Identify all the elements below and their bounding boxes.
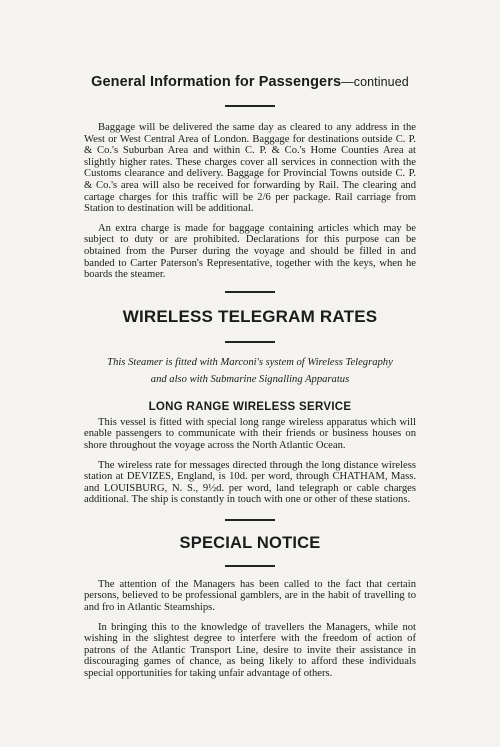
- general-info-title: General Information for Passengers: [91, 74, 342, 90]
- divider: [225, 105, 275, 107]
- gamblers-paragraph: The attention of the Managers has been called to the fact that certain persons, believed to be professional gamblers, are in the habit of travelling to and fro in Atlantic Steamships.: [84, 578, 416, 614]
- managers-request-paragraph: In bringing this to the knowledge of travellers the Managers, while not wishing in the slightest degree to interfere with the freedom of action of patrons of the Atlantic Transport Line, desire to invite their assistance in discouraging games of chance, as being likely to afford these individuals special opportunities for taking unfair advantage of others.: [84, 621, 416, 680]
- divider: [225, 291, 275, 293]
- extra-charge-paragraph: An extra charge is made for baggage containing articles which may be subject to duty or are prohibited. Declarations for this purpose can be obtained from the Purser during the voyage and should be filled in and banded to Carter Paterson's Representative, together with the keys, when he boards the steamer.: [84, 222, 416, 281]
- general-info-heading: [84, 74, 416, 90]
- marconi-note-line2: and also with Submarine Signalling Apparatus: [150, 373, 350, 385]
- wireless-heading: WIRELESS TELEGRAM RATES: [122, 306, 378, 326]
- divider: [225, 565, 275, 567]
- divider: [225, 519, 275, 521]
- divider: [225, 341, 275, 343]
- wireless-rate-paragraph: The wireless rate for messages directed through the long distance wireless station at DEVIZES, England, is 10d. per word, through CHATHAM, Mass. and LOUISBURG, N. S., 9½d. per word, land telegraph or cable charges additional. The ship is constantly in touch with one or other of these stations.: [84, 459, 416, 506]
- baggage-delivery-paragraph: Baggage will be delivered the same day as cleared to any address in the West or West Central Area of London. Baggage for destinations outside C. P. & Co.'s Suburban Area and within C. P. & Co.'s Home Counties Area at slightly higher rates. These charges cover all services in connection with the Customs clearance and delivery. Baggage for Provincial Towns outside C. P. & Co.'s area will also be received for forwarding by Rail. The clearing and cartage charges for this traffic will be 2/6 per package. Rail carriage from Station to destination will be additional.: [84, 122, 416, 215]
- continued-label: —continued: [341, 75, 409, 89]
- long-range-paragraph: This vessel is fitted with special long range wireless apparatus which will enable passengers to communicate with their friends or business houses on shore throughout the voyage across the North Atlantic Ocean.: [84, 416, 416, 451]
- special-notice-heading: SPECIAL NOTICE: [179, 533, 321, 552]
- long-range-subheading: LONG RANGE WIRELESS SERVICE: [148, 400, 352, 413]
- marconi-note-line1: This Steamer is fitted with Marconi's system of Wireless Telegraphy: [107, 356, 393, 368]
